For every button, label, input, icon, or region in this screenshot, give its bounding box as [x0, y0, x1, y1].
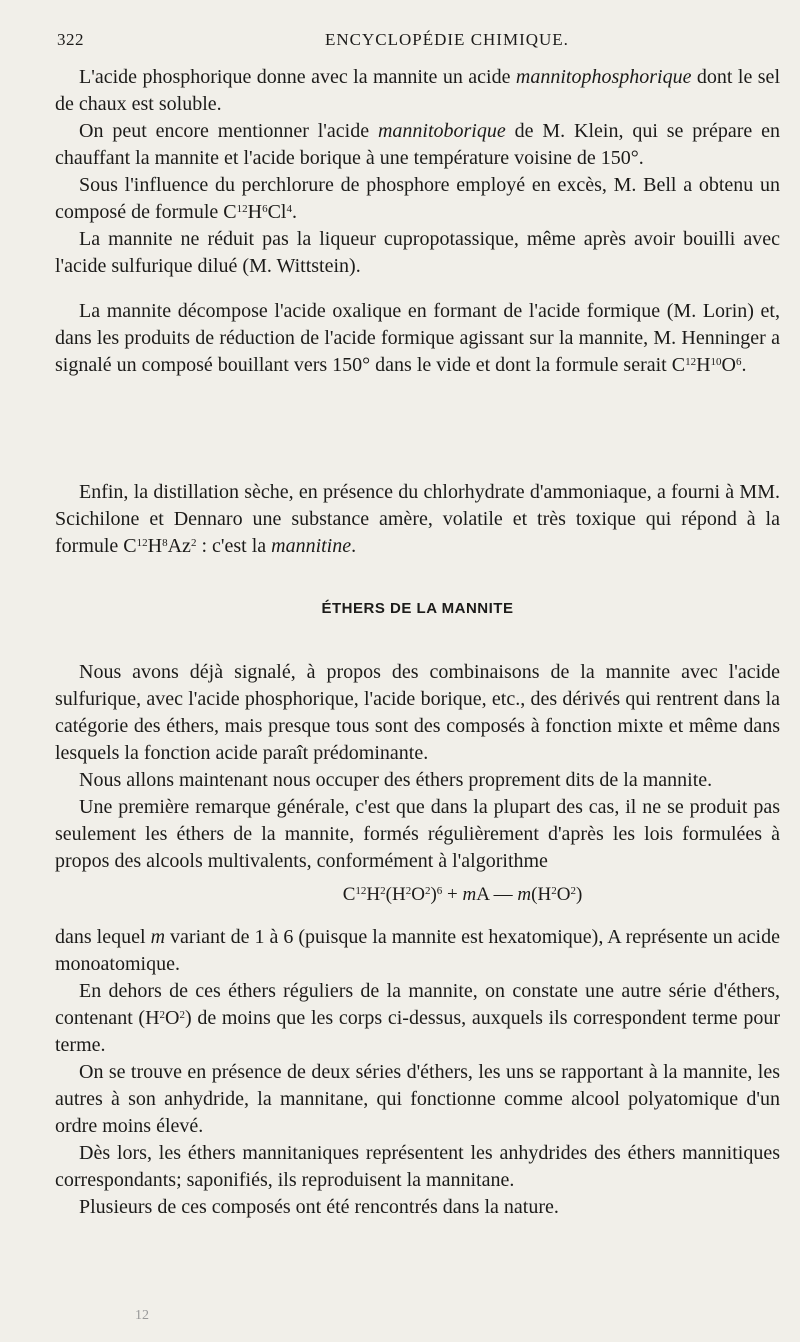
- algorithm-formula: $C^{12}H^2(H^2O^2)^6$ + mA — $m(H^2O^2)$: [342, 884, 583, 905]
- paragraph-liqueur: La mannite ne réduit pas la liqueur cupropotassique, même après avoir bouilli avec l'acide sulfurique dilué (M. Wittstein).: [55, 228, 780, 277]
- paragraph-mannitophosphorique: L'acide phosphorique donne avec la mannite un acide mannitophosphorique dont le sel de chaux est soluble.: [55, 66, 780, 115]
- paragraph-oxalique: La mannite décompose l'acide oxalique en formant de l'acide formique (M. Lorin) et, dans les produits de réduction de l'acide formique agissant sur la mannite, M. Henninger a signalé un composé bouillant vers 150° dans le vide et dont la formule serait $C^{12}H^{10}O^6$.: [55, 300, 780, 376]
- spacer: [55, 379, 780, 479]
- running-title: ENCYCLOPÉDIE CHIMIQUE.: [325, 30, 569, 49]
- paragraph-remarque: Une première remarque générale, c'est que dans la plupart des cas, il ne se produit pas seulement les éthers de la mannite, formés régulièrement d'après les lois formulées à propos des alcools multivalents, conformément à l'algorithme: [55, 796, 780, 872]
- page-header: [55, 30, 780, 64]
- spacer: [55, 280, 780, 298]
- section-title: ÉTHERS DE LA MANNITE: [321, 600, 514, 617]
- footer-mark: 12: [135, 1308, 149, 1323]
- paragraph-ethers-intro: Nous avons déjà signalé, à propos des combinaisons de la mannite avec l'acide sulfurique, avec l'acide phosphorique, l'acide borique, etc., des dérivés qui rentrent dans la catégorie des éthers, mais presque tous sont des composés à fonction mixte et même dans lesquels la fonction acide paraît prédominante.: [55, 661, 780, 764]
- page-number: 322: [57, 30, 84, 49]
- paragraph-distillation: Enfin, la distillation sèche, en présence du chlorhydrate d'ammoniaque, a fourni à MM. Scichilone et Dennaro une substance amère, volatile et très toxique qui répond à la formule $C^{12}H^8Az^2$ : c'est la mannitine.: [55, 481, 780, 557]
- paragraph-autre-serie: En dehors de ces éthers réguliers de la mannite, on constate une autre série d'éthers, contenant $(H^2O^2)$ de moins que les corps ci-dessus, auxquels ils correspondent terme pour terme.: [55, 980, 780, 1056]
- paragraph-mannitoborique: On peut encore mentionner l'acide mannitoborique de M. Klein, qui se prépare en chauffant la mannite et l'acide borique à une température voisine de 150°.: [55, 120, 780, 169]
- body-text: [55, 64, 780, 1221]
- paragraph-variant: dans lequel m variant de 1 à 6 (puisque la mannite est hexatomique), A représente un acide monoatomique.: [55, 926, 780, 975]
- paragraph-anhydrides: Dès lors, les éthers mannitaniques représentent les anhydrides des éthers mannitiques correspondants; saponifiés, ils reproduisent la mannitane.: [55, 1142, 780, 1191]
- paragraph-ethers-proprement: Nous allons maintenant nous occuper des éthers proprement dits de la mannite.: [79, 769, 713, 791]
- paragraph-deux-series: On se trouve en présence de deux séries d'éthers, les uns se rapportant à la mannite, les autres à son anhydride, la mannitane, qui fonctionne comme alcool polyatomique d'un ordre moins élevé.: [55, 1061, 780, 1137]
- paragraph-perchlorure: Sous l'influence du perchlorure de phosphore employé en excès, M. Bell a obtenu un composé de formule $C^{12}H^6Cl^4$.: [55, 174, 780, 223]
- paragraph-nature: Plusieurs de ces composés ont été rencontrés dans la nature.: [79, 1196, 559, 1218]
